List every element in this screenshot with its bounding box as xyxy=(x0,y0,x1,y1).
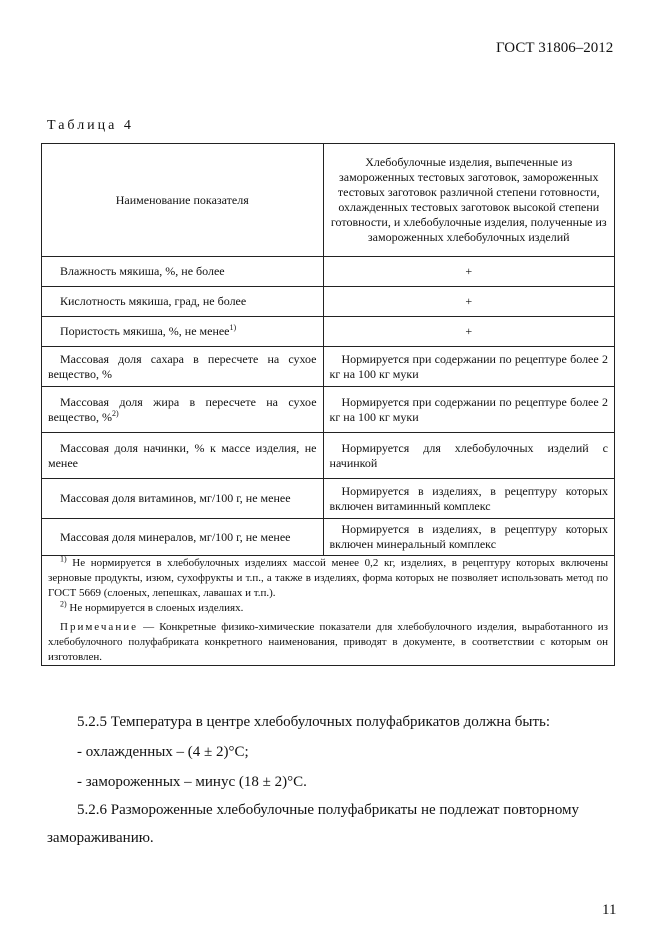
row-value: Нормируется в изделиях, в рецептуру которых включен витаминный комплекс xyxy=(323,479,614,519)
standard-code: ГОСТ 31806–2012 xyxy=(496,40,614,56)
paragraph-5-2-6: 5.2.6 Размороженные хлебобулочные полуфабрикаты не подлежат повторному xyxy=(77,802,580,818)
paragraph-5-2-6-continuation: замораживанию. xyxy=(47,830,154,846)
row-name: Кислотность мякиша, град, не более xyxy=(42,287,324,317)
header-indicator-name: Наименование показателя xyxy=(42,144,324,257)
table-note: Примечание — Конкретные физико-химические показатели для хлебобулочного изделия, выработанного из хлебобулочного полуфабриката конкретного наименования, приводят в документе, в соответствии с которым он изготовлен. xyxy=(48,621,608,663)
row-name: Массовая доля витаминов, мг/100 г, не менее xyxy=(42,479,324,519)
row-value: Нормируется в изделиях, в рецептуру которых включен минеральный комплекс xyxy=(323,519,614,556)
row-name: Массовая доля минералов, мг/100 г, не менее xyxy=(42,519,324,556)
row-name: Массовая доля сахара в пересчете на сухое вещество, % xyxy=(42,347,324,387)
paragraph-5-2-5: 5.2.5 Температура в центре хлебобулочных полуфабрикатов должна быть: xyxy=(77,714,551,730)
table-header-row xyxy=(42,144,615,257)
row-value: + xyxy=(323,287,614,317)
table-notes-row xyxy=(42,556,615,666)
footnote-ref: 2) xyxy=(111,408,119,418)
row-value: Нормируется при содержании по рецептуре более 2 кг на 100 кг муки xyxy=(323,387,614,433)
row-name: Массовая доля начинки, % к массе изделия, не менее xyxy=(42,433,324,479)
table-notes xyxy=(42,556,615,666)
row-value: + xyxy=(323,317,614,347)
list-item-frozen: - замороженных – минус (18 ± 2)°С. xyxy=(77,774,307,790)
row-value: + xyxy=(323,257,614,287)
list-item-chilled: - охлажденных – (4 ± 2)°С; xyxy=(77,744,249,760)
header-product-group: Хлебобулочные изделия, выпеченные из замороженных тестовых заготовок, замороженных тестовых заготовок различной степени готовности, охлажденных тестовых заготовок высокой степени готовности, и хлебобулочные изделия, полученные из замороженных хлебобулочных изделий xyxy=(323,144,614,257)
row-name: Пористость мякиша, %, не менее$^{1)}$ xyxy=(42,317,324,347)
indicators-table xyxy=(41,143,615,666)
table-row xyxy=(42,257,615,287)
row-name: Массовая доля жира в пересчете на сухое вещество, %$^{2)}$ xyxy=(42,387,324,433)
row-value: Нормируется при содержании по рецептуре более 2 кг на 100 кг муки xyxy=(323,347,614,387)
table-row xyxy=(42,387,615,433)
row-name: Влажность мякиша, %, не более xyxy=(42,257,324,287)
table-row xyxy=(42,287,615,317)
table-row xyxy=(42,519,615,556)
table-row xyxy=(42,317,615,347)
footnote-2: $^{2)}$ Не нормируется в слоеных изделиях. xyxy=(60,599,244,614)
footnote-ref: 1) xyxy=(229,323,237,332)
table-caption: Таблица 4 xyxy=(47,118,134,133)
table-row xyxy=(42,479,615,519)
table-row xyxy=(42,433,615,479)
page-number: 11 xyxy=(602,902,617,918)
row-value: Нормируется для хлебобулочных изделий с начинкой xyxy=(323,433,614,479)
footnote-1: $^{1)}$ Не нормируется в хлебобулочных изделиях массой менее 0,2 кг, изделиях, в рецептуру которых включены зерновые продукты, изюм, сухофрукты и т.п., а также в изделиях, форма которых не позволяет использовать метод по ГОСТ 5669 (слоеных, лепешках, лавашах и т.п.). xyxy=(48,554,608,599)
table-row xyxy=(42,347,615,387)
